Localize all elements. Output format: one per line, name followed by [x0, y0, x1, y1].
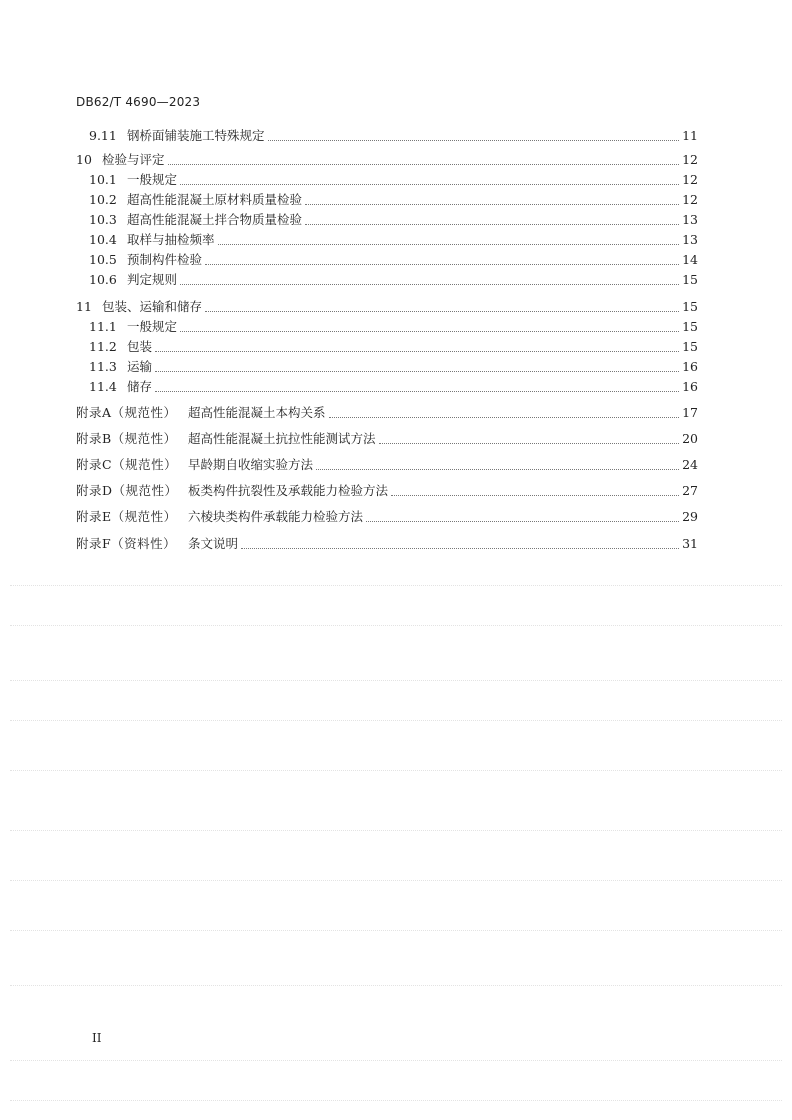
- dot-leader: [366, 521, 679, 522]
- toc-entry[interactable]: [89, 127, 698, 145]
- dot-leader: [241, 548, 679, 549]
- toc-entry-title: 超高性能混凝土拌合物质量检验: [127, 212, 303, 227]
- toc-entry[interactable]: [76, 430, 698, 448]
- toc-entry-number: 附录F（资料性）: [76, 536, 177, 551]
- toc-entry-title: 取样与抽检频率: [127, 232, 215, 247]
- toc-entry-title: 一般规定: [127, 319, 178, 334]
- toc-entry[interactable]: [76, 456, 698, 474]
- dot-leader: [391, 495, 679, 496]
- toc-entry-title: 超高性能混凝土抗拉性能测试方法: [188, 431, 376, 446]
- toc-entry[interactable]: [76, 298, 698, 316]
- toc-entry-title: 早龄期自收缩实验方法: [188, 457, 314, 472]
- toc-entry-page: 17: [682, 405, 698, 420]
- toc-entry-page: 29: [682, 509, 698, 524]
- toc-entry-number: 附录E（规范性）: [76, 509, 177, 524]
- toc-entry-page: 15: [682, 319, 698, 334]
- toc-entry-number: 11.3: [89, 359, 117, 374]
- toc-entry-number: 11.1: [89, 319, 117, 334]
- toc-entry-page: 13: [682, 232, 698, 247]
- toc-entry-number: 附录A（规范性）: [76, 405, 177, 420]
- scan-artifact-line: [10, 625, 782, 626]
- toc-entry-number: 10.2: [89, 192, 117, 207]
- toc-entry-page: 11: [682, 128, 698, 143]
- toc-entry[interactable]: [89, 271, 698, 289]
- toc-entry-number: 附录C（规范性）: [76, 457, 178, 472]
- toc-entry-title: 超高性能混凝土本构关系: [188, 405, 326, 420]
- toc-entry-number: 11: [76, 299, 92, 314]
- toc-entry[interactable]: [89, 191, 698, 209]
- toc-entry-page: 12: [682, 152, 698, 167]
- toc-entry-number: 11.4: [89, 379, 117, 394]
- dot-leader: [205, 264, 679, 265]
- toc-entry-page: 24: [682, 457, 698, 472]
- dot-leader: [329, 417, 680, 418]
- toc-entry-number: 附录B（规范性）: [76, 431, 177, 446]
- scan-artifact-line: [10, 585, 782, 586]
- dot-leader: [155, 351, 679, 352]
- scan-artifact-line: [10, 880, 782, 881]
- toc-entry-title: 储存: [127, 379, 153, 394]
- toc-entry-number: 10.3: [89, 212, 117, 227]
- toc-entry[interactable]: [89, 231, 698, 249]
- toc-entry-number: 附录D（规范性）: [76, 483, 178, 498]
- toc-entry[interactable]: [76, 151, 698, 169]
- scan-artifact-line: [10, 1100, 782, 1101]
- toc-entry-title: 判定规则: [127, 272, 178, 287]
- scan-artifact-line: [10, 830, 782, 831]
- toc-entry-page: 15: [682, 299, 698, 314]
- toc-entry-title: 检验与评定: [102, 152, 165, 167]
- scan-artifact-line: [10, 930, 782, 931]
- toc-entry[interactable]: [76, 482, 698, 500]
- dot-leader: [180, 331, 679, 332]
- toc-entry[interactable]: [89, 358, 698, 376]
- scan-artifact-line: [10, 985, 782, 986]
- scan-artifact-line: [10, 770, 782, 771]
- toc-entry-title: 一般规定: [127, 172, 178, 187]
- toc-entry-title: 六棱块类构件承载能力检验方法: [188, 509, 364, 524]
- dot-leader: [305, 224, 679, 225]
- toc-entry-page: 12: [682, 172, 698, 187]
- toc-entry[interactable]: [76, 535, 698, 553]
- toc-entry-number: 10.1: [89, 172, 117, 187]
- scan-artifact-line: [10, 680, 782, 681]
- toc-entry[interactable]: [76, 404, 698, 422]
- toc-entry-number: 10.6: [89, 272, 117, 287]
- toc-entry-title: 包装、运输和储存: [102, 299, 203, 314]
- document-code: DB62/T 4690—2023: [76, 95, 201, 109]
- toc-entry-page: 27: [682, 483, 698, 498]
- toc-entry-page: 14: [682, 252, 698, 267]
- toc-entry-title: 条文说明: [188, 536, 239, 551]
- toc-entry-title: 超高性能混凝土原材料质量检验: [127, 192, 303, 207]
- dot-leader: [305, 204, 679, 205]
- toc-entry-title: 钢桥面铺装施工特殊规定: [127, 128, 265, 143]
- toc-entry-page: 31: [682, 536, 698, 551]
- toc-entry-title: 板类构件抗裂性及承载能力检验方法: [188, 483, 389, 498]
- dot-leader: [205, 311, 679, 312]
- toc-entry-title: 运输: [127, 359, 153, 374]
- toc-entry-page: 16: [682, 379, 698, 394]
- toc-entry-number: 10: [76, 152, 92, 167]
- toc-entry-number: 10.4: [89, 232, 117, 247]
- scan-artifact-line: [10, 1060, 782, 1061]
- toc-entry-page: 16: [682, 359, 698, 374]
- toc-entry[interactable]: [76, 508, 698, 526]
- toc-entry-number: 11.2: [89, 339, 117, 354]
- toc-entry[interactable]: [89, 378, 698, 396]
- page-number: II: [92, 1031, 102, 1045]
- dot-leader: [155, 391, 679, 392]
- dot-leader: [155, 371, 679, 372]
- dot-leader: [379, 443, 680, 444]
- toc-entry[interactable]: [89, 338, 698, 356]
- toc-entry-page: 20: [682, 431, 698, 446]
- toc-entry[interactable]: [89, 211, 698, 229]
- dot-leader: [316, 469, 679, 470]
- toc-entry[interactable]: [89, 251, 698, 269]
- toc-entry-title: 包装: [127, 339, 153, 354]
- toc-entry-title: 预制构件检验: [127, 252, 203, 267]
- dot-leader: [168, 164, 680, 165]
- dot-leader: [268, 140, 680, 141]
- toc-entry-page: 15: [682, 339, 698, 354]
- toc-entry-page: 13: [682, 212, 698, 227]
- dot-leader: [180, 184, 679, 185]
- toc-entry[interactable]: [89, 171, 698, 189]
- toc-entry[interactable]: [89, 318, 698, 336]
- dot-leader: [218, 244, 680, 245]
- toc-entry-page: 15: [682, 272, 698, 287]
- toc-entry-number: 9.11: [89, 128, 117, 143]
- scan-artifact-line: [10, 720, 782, 721]
- toc-entry-page: 12: [682, 192, 698, 207]
- toc-entry-number: 10.5: [89, 252, 117, 267]
- dot-leader: [180, 284, 679, 285]
